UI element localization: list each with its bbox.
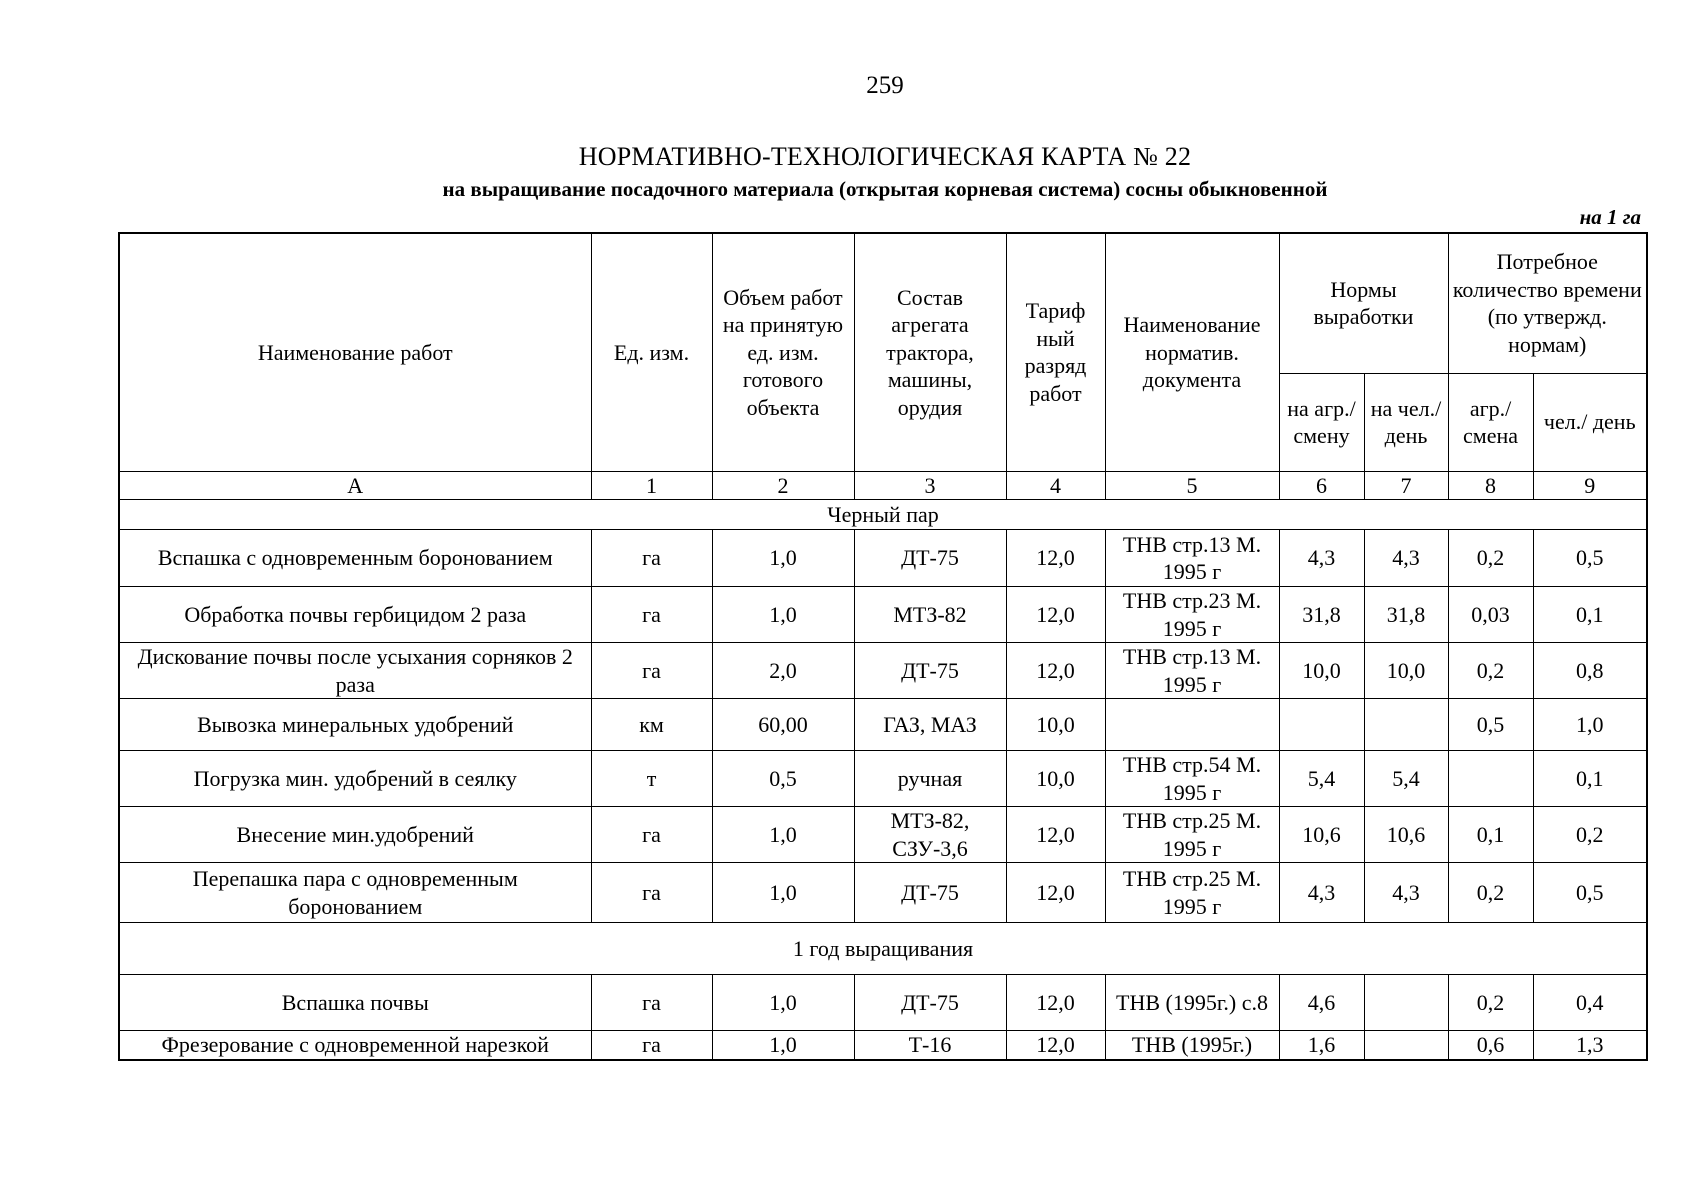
unit-cell: км (591, 699, 712, 751)
tariff-cell: 10,0 (1006, 699, 1105, 751)
work-name-cell: Вывозка минеральных удобрений (119, 699, 591, 751)
time-man-cell: 0,8 (1533, 643, 1647, 699)
page-number: 259 (866, 72, 904, 99)
tariff-cell: 12,0 (1006, 975, 1105, 1031)
work-name-cell: Дискование почвы после усыхания сорняков 2 раза (119, 643, 591, 699)
aggregate-cell: ручная (854, 751, 1006, 807)
unit-cell: га (591, 1031, 712, 1060)
document-cell: ТНВ стр.54 М. 1995 г (1105, 751, 1279, 807)
volume-cell: 1,0 (712, 1031, 854, 1060)
table-row (119, 587, 1647, 643)
norm-agr-cell: 4,3 (1279, 863, 1364, 923)
volume-cell: 1,0 (712, 975, 854, 1031)
section-title: 1 год выращивания (119, 923, 1647, 975)
work-name-cell: Погрузка мин. удобрений в сеялку (119, 751, 591, 807)
time-man-cell: 1,0 (1533, 699, 1647, 751)
document-cell: ТНВ стр.25 М. 1995 г (1105, 863, 1279, 923)
aggregate-cell: ДТ-75 (854, 975, 1006, 1031)
tariff-cell: 12,0 (1006, 530, 1105, 587)
table-row (119, 643, 1647, 699)
unit-cell: га (591, 863, 712, 923)
volume-cell: 2,0 (712, 643, 854, 699)
document-cell: ТНВ (1995г.) (1105, 1031, 1279, 1060)
time-agr-cell: 0,1 (1448, 807, 1533, 863)
header-time-man: чел./ день (1533, 373, 1647, 471)
column-number-cell: 2 (712, 471, 854, 500)
time-man-cell: 0,4 (1533, 975, 1647, 1031)
header-tariff: Тариф ный разряд работ (1006, 233, 1105, 471)
volume-cell: 60,00 (712, 699, 854, 751)
norm-agr-cell: 10,0 (1279, 643, 1364, 699)
norm-man-cell: 5,4 (1364, 751, 1448, 807)
unit-cell: га (591, 807, 712, 863)
header-time-agr: агр./ смена (1448, 373, 1533, 471)
work-name-cell: Перепашка пара с одновременным боронованием (119, 863, 591, 923)
work-name-cell: Вспашка почвы (119, 975, 591, 1031)
document-cell: ТНВ стр.13 М. 1995 г (1105, 530, 1279, 587)
section-title: Черный пар (119, 500, 1647, 530)
unit-cell: га (591, 530, 712, 587)
aggregate-cell: ДТ-75 (854, 863, 1006, 923)
norm-agr-cell: 4,3 (1279, 530, 1364, 587)
time-agr-cell: 0,5 (1448, 699, 1533, 751)
norm-man-cell: 4,3 (1364, 530, 1448, 587)
volume-cell: 0,5 (712, 751, 854, 807)
tariff-cell: 12,0 (1006, 643, 1105, 699)
time-agr-cell: 0,03 (1448, 587, 1533, 643)
work-name-cell: Обработка почвы гербицидом 2 раза (119, 587, 591, 643)
time-man-cell: 0,5 (1533, 530, 1647, 587)
norm-man-cell: 10,0 (1364, 643, 1448, 699)
norm-agr-cell: 10,6 (1279, 807, 1364, 863)
norms-table (118, 232, 1648, 1061)
work-name-cell: Вспашка с одновременным боронованием (119, 530, 591, 587)
time-man-cell: 0,1 (1533, 751, 1647, 807)
header-document: Наименование норматив. документа (1105, 233, 1279, 471)
tariff-cell: 12,0 (1006, 1031, 1105, 1060)
norm-agr-cell: 5,4 (1279, 751, 1364, 807)
table-row (119, 863, 1647, 923)
norm-agr-cell: 4,6 (1279, 975, 1364, 1031)
header-volume: Объем работ на принятую ед. изм. готового объекта (712, 233, 854, 471)
tariff-cell: 12,0 (1006, 807, 1105, 863)
column-number-cell: 8 (1448, 471, 1533, 500)
section-row (119, 923, 1647, 975)
tariff-cell: 10,0 (1006, 751, 1105, 807)
document-cell: ТНВ (1995г.) с.8 (1105, 975, 1279, 1031)
time-man-cell: 0,5 (1533, 863, 1647, 923)
volume-cell: 1,0 (712, 530, 854, 587)
norm-man-cell: 10,6 (1364, 807, 1448, 863)
column-number-cell: 9 (1533, 471, 1647, 500)
norm-man-cell (1364, 1031, 1448, 1060)
time-agr-cell (1448, 751, 1533, 807)
time-man-cell: 1,3 (1533, 1031, 1647, 1060)
volume-cell: 1,0 (712, 807, 854, 863)
header-name: Наименование работ (119, 233, 591, 471)
table-body (119, 500, 1647, 1060)
aggregate-cell: МТЗ-82, СЗУ-3,6 (854, 807, 1006, 863)
table-row (119, 807, 1647, 863)
document-cell (1105, 699, 1279, 751)
unit-cell: га (591, 587, 712, 643)
column-number-cell: 5 (1105, 471, 1279, 500)
aggregate-cell: Т-16 (854, 1031, 1006, 1060)
document-title: НОРМАТИВНО-ТЕХНОЛОГИЧЕСКАЯ КАРТА № 22 (578, 142, 1192, 171)
table-row (119, 751, 1647, 807)
norm-man-cell (1364, 975, 1448, 1031)
column-numbers-row (119, 471, 1647, 500)
volume-cell: 1,0 (712, 587, 854, 643)
time-agr-cell: 0,2 (1448, 530, 1533, 587)
document-subtitle: на выращивание посадочного материала (открытая корневая система) сосны обыкновенной (442, 177, 1328, 201)
time-agr-cell: 0,2 (1448, 975, 1533, 1031)
norm-agr-cell: 31,8 (1279, 587, 1364, 643)
header-aggregate: Состав агрегата трактора, машины, орудия (854, 233, 1006, 471)
header-norms-man: на чел./ день (1364, 373, 1448, 471)
document-cell: ТНВ стр.13 М. 1995 г (1105, 643, 1279, 699)
aggregate-cell: МТЗ-82 (854, 587, 1006, 643)
time-man-cell: 0,1 (1533, 587, 1647, 643)
header-norms-agr: на агр./ смену (1279, 373, 1364, 471)
aggregate-cell: ДТ-75 (854, 530, 1006, 587)
time-agr-cell: 0,6 (1448, 1031, 1533, 1060)
volume-cell: 1,0 (712, 863, 854, 923)
table-row (119, 699, 1647, 751)
tariff-cell: 12,0 (1006, 863, 1105, 923)
section-row (119, 500, 1647, 530)
time-man-cell: 0,2 (1533, 807, 1647, 863)
column-number-cell: 7 (1364, 471, 1448, 500)
norm-agr-cell: 1,6 (1279, 1031, 1364, 1060)
header-time: Потребное количество времени (по утвержд. нормам) (1448, 233, 1647, 373)
time-agr-cell: 0,2 (1448, 643, 1533, 699)
unit-note: на 1 га (1579, 205, 1641, 229)
norm-agr-cell (1279, 699, 1364, 751)
time-agr-cell: 0,2 (1448, 863, 1533, 923)
column-number-cell: А (119, 471, 591, 500)
document-cell: ТНВ стр.23 М. 1995 г (1105, 587, 1279, 643)
work-name-cell: Внесение мин.удобрений (119, 807, 591, 863)
column-number-cell: 1 (591, 471, 712, 500)
column-number-cell: 4 (1006, 471, 1105, 500)
table-row (119, 530, 1647, 587)
column-number-cell: 6 (1279, 471, 1364, 500)
unit-cell: га (591, 643, 712, 699)
work-name-cell: Фрезерование с одновременной нарезкой (119, 1031, 591, 1060)
header-unit: Ед. изм. (591, 233, 712, 471)
norm-man-cell (1364, 699, 1448, 751)
norm-man-cell: 31,8 (1364, 587, 1448, 643)
table-row (119, 1031, 1647, 1060)
unit-cell: т (591, 751, 712, 807)
document-cell: ТНВ стр.25 М. 1995 г (1105, 807, 1279, 863)
norm-man-cell: 4,3 (1364, 863, 1448, 923)
header-norms: Нормы выработки (1279, 233, 1448, 373)
column-number-cell: 3 (854, 471, 1006, 500)
aggregate-cell: ДТ-75 (854, 643, 1006, 699)
tariff-cell: 12,0 (1006, 587, 1105, 643)
table-row (119, 975, 1647, 1031)
aggregate-cell: ГАЗ, МАЗ (854, 699, 1006, 751)
unit-cell: га (591, 975, 712, 1031)
